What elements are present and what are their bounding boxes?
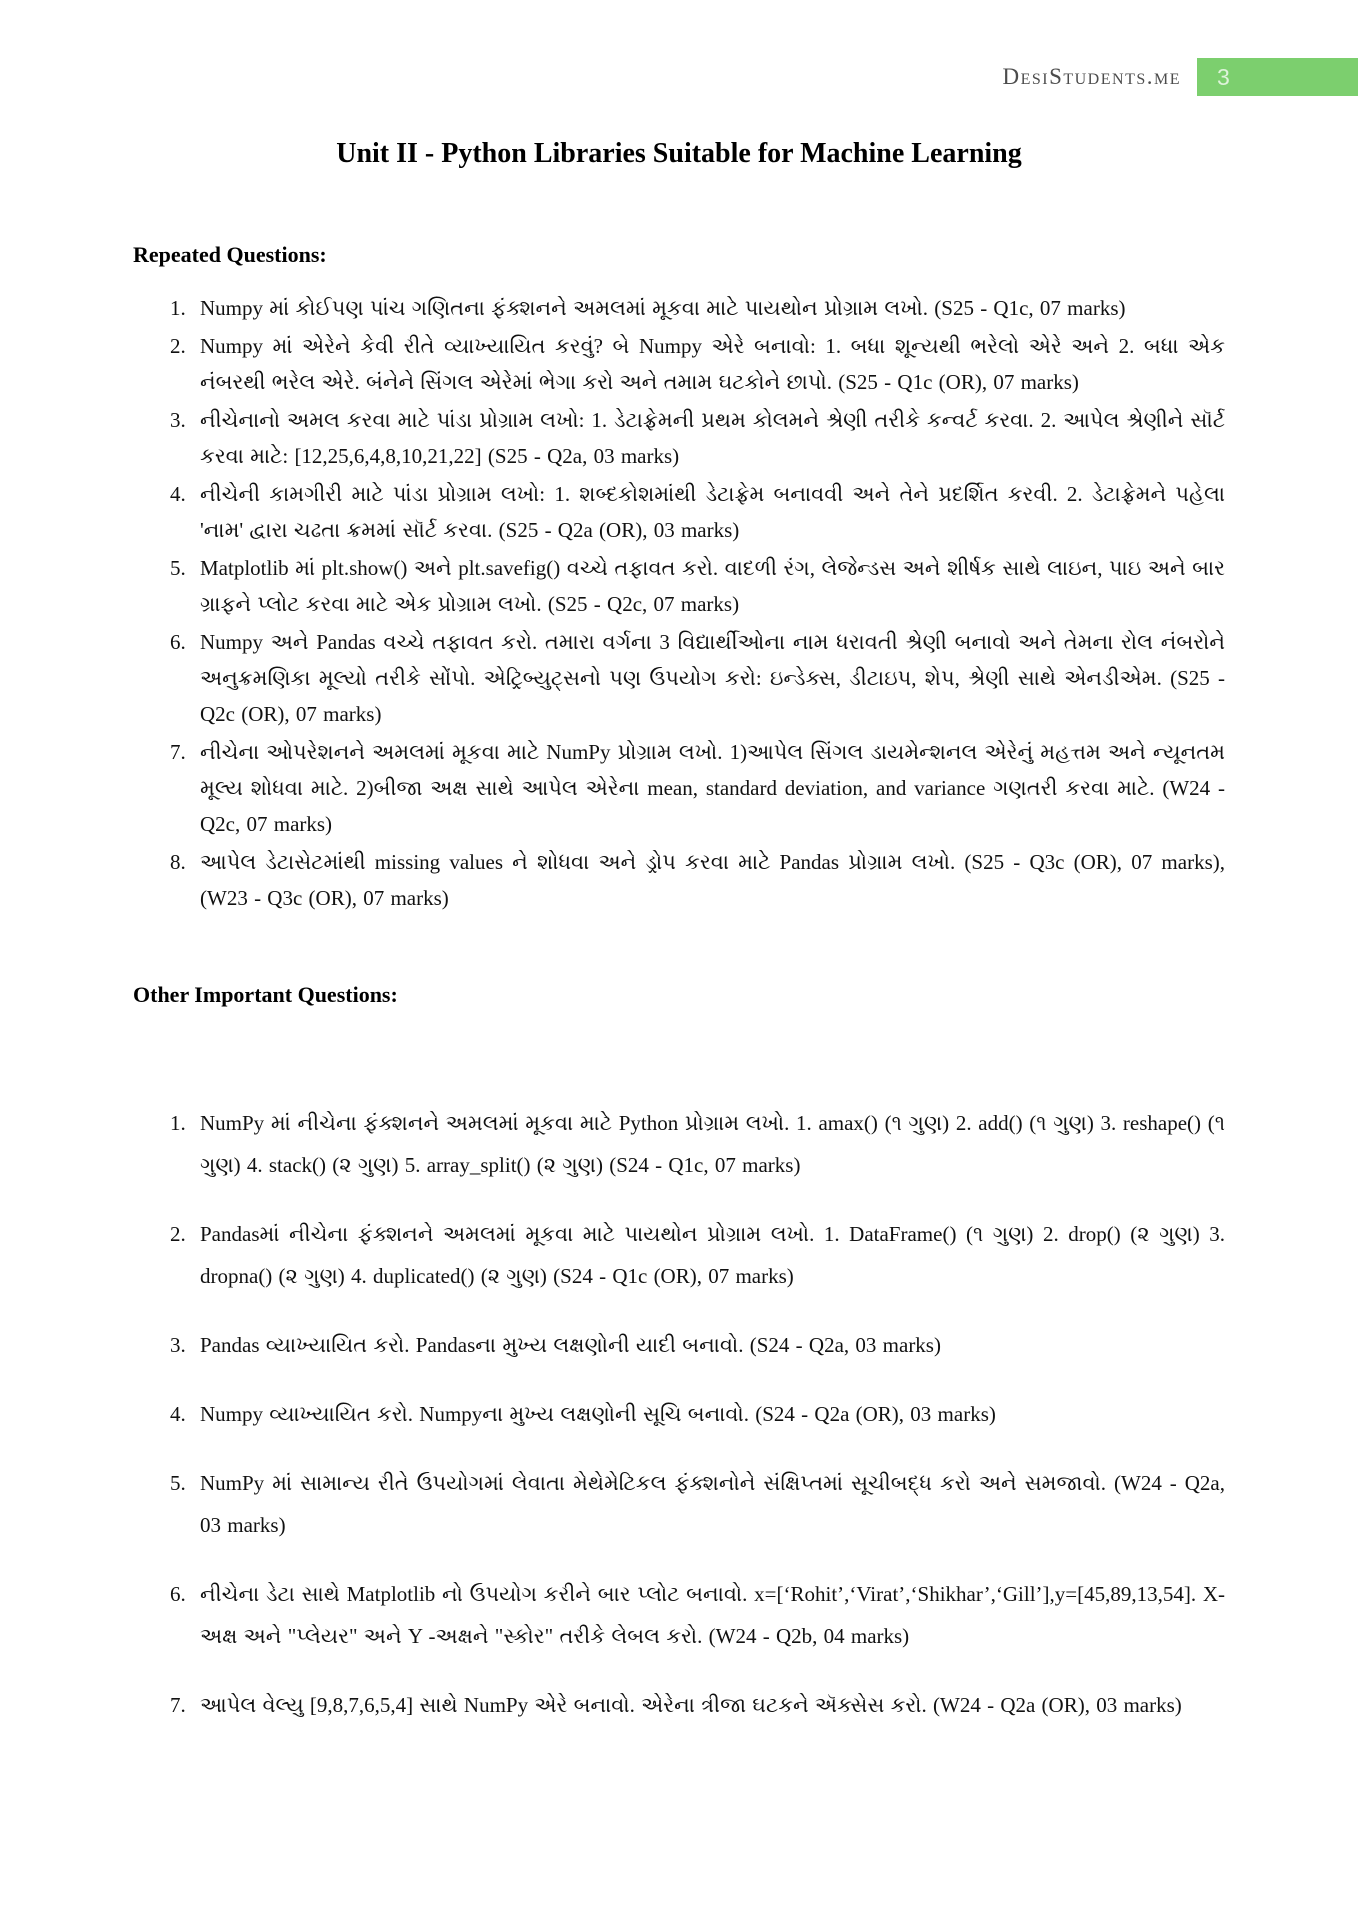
question-item	[170, 550, 1225, 622]
question-item	[170, 844, 1225, 916]
question-text: નીચેના ડેટા સાથે Matplotlib નો ઉપયોગ કરીને બાર પ્લોટ બનાવો. x=[‘Rohit’,‘Virat’,‘Shikhar’,‘Gill’],y=[45,89,13,54]. X-અક્ષ અને "પ્લેયર" અને Y -અક્ષને "સ્કોર" તરીકે લેબલ કરો. (W24 - Q2b, 04 marks)	[200, 1582, 1225, 1648]
other-questions-list	[133, 1102, 1225, 1726]
question-item	[170, 328, 1225, 400]
question-text: NumPy માં નીચેના ફંક્શનને અમલમાં મૂકવા માટે Python પ્રોગ્રામ લખો. 1. amax() (૧ ગુણ) 2. add() (૧ ગુણ) 3. reshape() (૧ ગુણ) 4. stack() (૨ ગુણ) 5. array_split() (૨ ગુણ) (S24 - Q1c, 07 marks)	[200, 1111, 1225, 1177]
question-text: NumPy માં સામાન્ય રીતે ઉપયોગમાં લેવાતા મેથેમેટિકલ ફંક્શનોને સંક્ષિપ્તમાં સૂચીબદ્ધ કરો અને સમજાવો. (W24 - Q2a, 03 marks)	[200, 1471, 1225, 1537]
document-content	[0, 138, 1358, 1726]
section-heading-repeated-questions: Repeated Questions:	[133, 242, 327, 267]
question-number: 2.	[170, 1222, 186, 1246]
question-item	[170, 1462, 1225, 1546]
question-item	[170, 1684, 1225, 1726]
question-item	[170, 290, 1225, 326]
repeated-questions-list	[133, 290, 1225, 916]
question-item	[170, 734, 1225, 842]
question-text: Matplotlib માં plt.show() અને plt.savefig() વચ્ચે તફાવત કરો. વાદળી રંગ, લેજેન્ડસ અને શીર્ષક સાથે લાઇન, પાઇ અને બાર ગ્રાફને પ્લોટ કરવા માટે એક પ્રોગ્રામ લખો. (S25 - Q2c, 07 marks)	[200, 556, 1225, 616]
question-item	[170, 1213, 1225, 1297]
question-number: 1.	[170, 296, 186, 320]
question-item	[170, 1324, 1225, 1366]
question-text: નીચેની કામગીરી માટે પાંડા પ્રોગ્રામ લખો: 1. શબ્દકોશમાંથી ડેટાફ્રેમ બનાવવી અને તેને પ્રદર્શિત કરવી. 2. ડેટાફ્રેમને પહેલા 'નામ' દ્વારા ચઢતા ક્રમમાં સૉર્ટ કરવા. (S25 - Q2a (OR), 03 marks)	[200, 482, 1225, 542]
question-number: 7.	[170, 1693, 186, 1717]
question-item	[170, 1393, 1225, 1435]
question-number: 1.	[170, 1111, 186, 1135]
question-item	[170, 476, 1225, 548]
question-text: નીચેના ઓપરેશનને અમલમાં મૂકવા માટે NumPy પ્રોગ્રામ લખો. 1)આપેલ સિંગલ ડાયમેન્શનલ એરેનું મહત્તમ અને ન્યૂનતમ મૂલ્ય શોધવા માટે. 2)બીજા અક્ષ સાથે આપેલ એરેના mean, standard deviation, and variance ગણતરી કરવા માટે. (W24 - Q2c, 07 marks)	[200, 740, 1225, 836]
section-heading-other-questions: Other Important Questions:	[133, 982, 398, 1007]
question-number: 6.	[170, 1582, 186, 1606]
question-text: Numpy માં એરેને કેવી રીતે વ્યાખ્યાયિત કરવું? બે Numpy એરે બનાવો: 1. બધા શૂન્યથી ભરેલો એરે અને 2. બધા એક નંબરથી ભરેલ એરે. બંનેને સિંગલ એરેમાં ભેગા કરો અને તમામ ઘટકોને છાપો. (S25 - Q1c (OR), 07 marks)	[200, 334, 1225, 394]
unit-title: Unit II - Python Libraries Suitable for Machine Learning	[336, 138, 1022, 169]
question-text: Pandasમાં નીચેના ફંક્શનને અમલમાં મૂકવા માટે પાયથોન પ્રોગ્રામ લખો. 1. DataFrame() (૧ ગુણ) 2. drop() (૨ ગુણ) 3. dropna() (૨ ગુણ) 4. duplicated() (૨ ગુણ) (S24 - Q1c (OR), 07 marks)	[200, 1222, 1225, 1288]
question-text: નીચેનાનો અમલ કરવા માટે પાંડા પ્રોગ્રામ લખો: 1. ડેટાફ્રેમની પ્રથમ કોલમને શ્રેણી તરીકે કન્વર્ટ કરવા. 2. આપેલ શ્રેણીને સૉર્ટ કરવા માટે: [12,25,6,4,8,10,21,22] (S25 - Q2a, 03 marks)	[200, 408, 1225, 468]
question-number: 4.	[170, 1402, 186, 1426]
question-item	[170, 1573, 1225, 1657]
question-text: Numpy માં કોઈપણ પાંચ ગણિતના ફંક્શનને અમલમાં મૂકવા માટે પાયથોન પ્રોગ્રામ લખો. (S25 - Q1c, 07 marks)	[200, 296, 1126, 320]
question-text: Numpy અને Pandas વચ્ચે તફાવત કરો. તમારા વર્ગના 3 વિદ્યાર્થીઓના નામ ધરાવતી શ્રેણી બનાવો અને તેમના રોલ નંબરોને અનુક્રમણિકા મૂલ્યો તરીકે સોંપો. એટ્રિબ્યુટ્સનો પણ ઉપયોગ કરો: ઇન્ડેક્સ, ડીટાઇપ, શેપ, શ્રેણી સાથે એનડીએમ. (S25 - Q2c (OR), 07 marks)	[200, 630, 1225, 726]
question-text: Pandas વ્યાખ્યાયિત કરો. Pandasના મુખ્ય લક્ષણોની યાદી બનાવો. (S24 - Q2a, 03 marks)	[200, 1333, 941, 1357]
question-number: 7.	[170, 740, 186, 764]
question-item	[170, 624, 1225, 732]
page-header	[0, 0, 1358, 100]
question-item	[170, 1102, 1225, 1186]
page-number: 3	[1217, 63, 1230, 90]
question-text: Numpy વ્યાખ્યાયિત કરો. Numpyના મુખ્ય લક્ષણોની સૂચિ બનાવો. (S24 - Q2a (OR), 03 marks)	[200, 1402, 996, 1426]
question-text: આપેલ ડેટાસેટમાંથી missing values ને શોધવા અને ડ્રોપ કરવા માટે Pandas પ્રોગ્રામ લખો. (S25 - Q3c (OR), 07 marks), (W23 - Q3c (OR), 07 marks)	[200, 850, 1225, 910]
question-number: 8.	[170, 850, 186, 874]
question-number: 6.	[170, 630, 186, 654]
question-item	[170, 402, 1225, 474]
question-number: 3.	[170, 408, 186, 432]
question-number: 2.	[170, 334, 186, 358]
question-text: આપેલ વેલ્યુ [9,8,7,6,5,4] સાથે NumPy એરે બનાવો. એરેના ત્રીજા ઘટકને ઍક્સેસ કરો. (W24 - Q2a (OR), 03 marks)	[200, 1693, 1182, 1717]
question-number: 5.	[170, 556, 186, 580]
question-number: 5.	[170, 1471, 186, 1495]
question-number: 4.	[170, 482, 186, 506]
watermark-site-name: DesiStudents.me	[1002, 64, 1181, 89]
question-number: 3.	[170, 1333, 186, 1357]
page-number-badge	[1197, 58, 1358, 96]
